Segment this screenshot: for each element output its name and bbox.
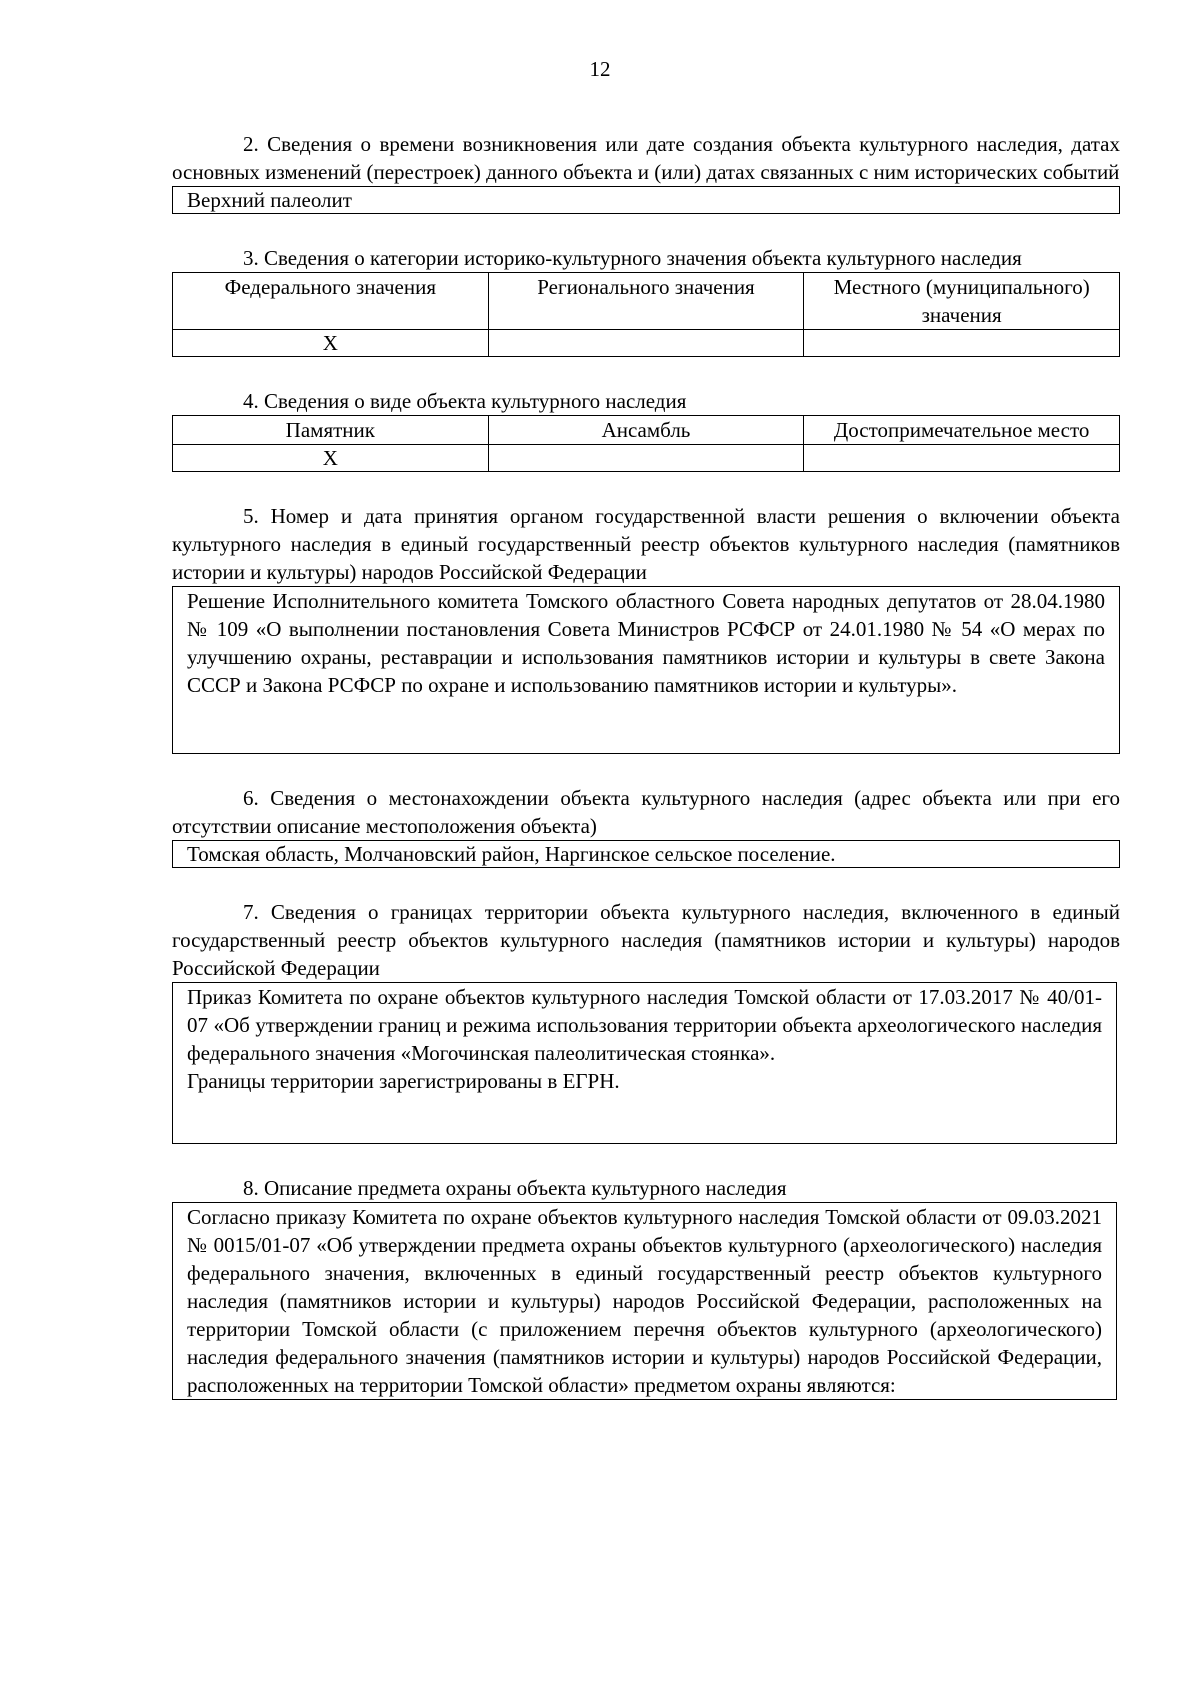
section-8-heading: 8. Описание предмета охраны объекта культурного наследия (243, 1176, 787, 1200)
section-7-heading: 7. Сведения о границах территории объекта культурного наследия, включенного в единый государственный реестр объектов культурного наследия (памятников истории и культуры) народов Российской Федерации (172, 900, 1120, 980)
section-3 (172, 244, 1120, 357)
document-body (172, 130, 1120, 1430)
section-2 (172, 130, 1120, 214)
category-federal-header: Федерального значения (173, 273, 489, 330)
section-4-heading: 4. Сведения о виде объекта культурного наследия (243, 389, 687, 413)
section-5-heading: 5. Номер и дата принятия органом государственной власти решения о включении объекта культурного наследия в единый государственный реестр объектов культурного наследия (памятников истории и культуры) народов Российской Федерации (172, 504, 1120, 584)
section-2-value-box: Верхний палеолит (172, 186, 1120, 214)
type-landmark-mark (804, 445, 1120, 472)
category-regional-header: Регионального значения (488, 273, 804, 330)
section-8-value: Согласно приказу Комитета по охране объектов культурного наследия Томской области от 09.03.2021 № 0015/01-07 «Об утверждении предмета охраны объектов культурного (археологического) наследия федерального значения, включенных в единый государственный реестр объектов культурного наследия (памятников истории и культуры) народов Российской Федерации, расположенных на территории Томской области (с приложением перечня объектов культурного (археологического) наследия федерального значения (памятников истории и культуры) народов Российской Федерации, расположенных на территории Томской области» предметом охраны являются: (187, 1205, 1102, 1397)
section-6 (172, 784, 1120, 868)
type-monument-header: Памятник (173, 416, 489, 445)
section-7-value-egrn: Границы территории зарегистрированы в ЕГРН. (187, 1069, 620, 1093)
category-table (172, 272, 1120, 357)
page-number: 12 (589, 57, 611, 81)
section-5-value-box (172, 586, 1120, 754)
section-8-value-box (172, 1202, 1117, 1400)
section-2-heading: 2. Сведения о времени возникновения или дате создания объекта культурного наследия, датах основных изменений (перестроек) данного объекта и (или) датах связанных с ним исторических событий (172, 132, 1120, 184)
section-7-value-box (172, 982, 1117, 1144)
type-table (172, 415, 1120, 472)
section-5-value: Решение Исполнительного комитета Томского областного Совета народных депутатов от 28.04.1980 № 109 «О выполнении постановления Совета Министров РСФСР от 24.01.1980 № 54 «О мерах по улучшению охраны, реставрации и использования памятников истории и культуры в свете Закона СССР и Закона РСФСР по охране и использованию памятников истории и культуры». (187, 589, 1105, 697)
type-ensemble-mark (488, 445, 804, 472)
category-local-mark (804, 330, 1120, 357)
section-6-heading: 6. Сведения о местонахождении объекта культурного наследия (адрес объекта или при его отсутствии описание местоположения объекта) (172, 786, 1120, 838)
section-5 (172, 502, 1120, 754)
section-6-value-box: Томская область, Молчановский район, Наргинское сельское поселение. (172, 840, 1120, 868)
type-landmark-header: Достопримечательное место (804, 416, 1120, 445)
section-3-heading: 3. Сведения о категории историко-культурного значения объекта культурного наследия (243, 246, 1022, 270)
section-4 (172, 387, 1120, 472)
category-regional-mark (488, 330, 804, 357)
category-local-header: Местного (муниципального) значения (804, 273, 1120, 330)
type-ensemble-header: Ансамбль (488, 416, 804, 445)
section-7 (172, 898, 1120, 1144)
section-7-value-order: Приказ Комитета по охране объектов культурного наследия Томской области от 17.03.2017 № 40/01-07 «Об утверждении границ и режима использования территории объекта археологического наследия федерального значения «Могочинская палеолитическая стоянка». (187, 985, 1102, 1065)
category-federal-mark: X (173, 330, 489, 357)
type-monument-mark: X (173, 445, 489, 472)
section-8 (172, 1174, 1120, 1400)
